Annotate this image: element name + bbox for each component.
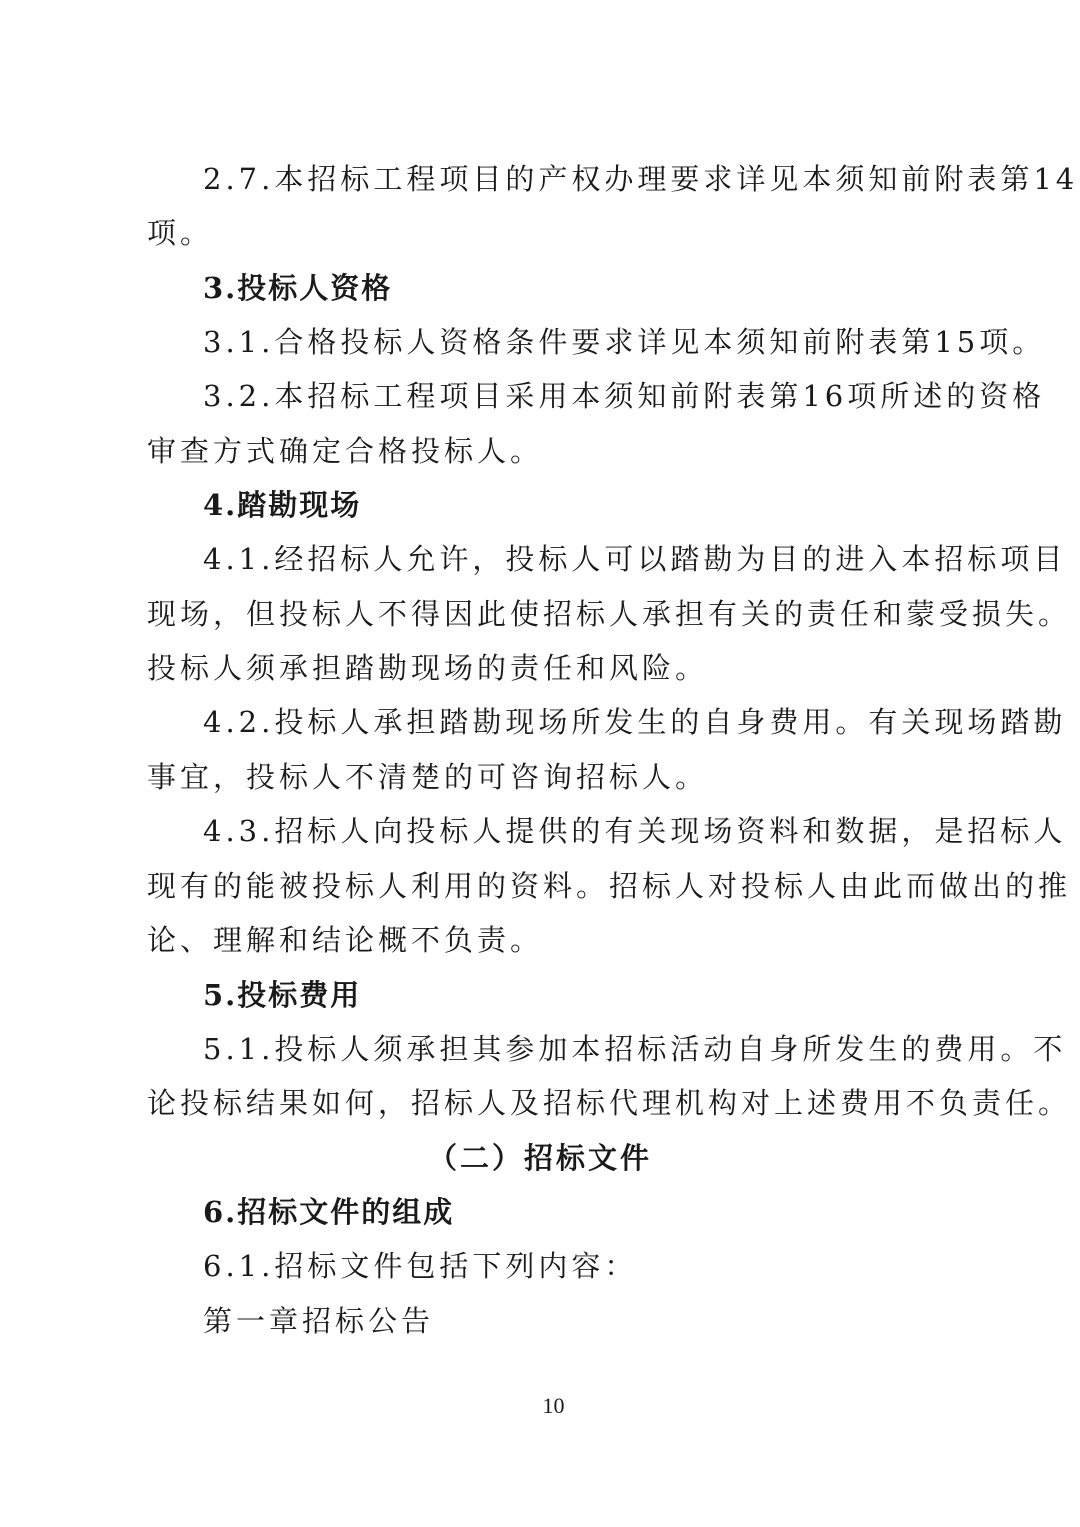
paragraph-5-1-line-1: 5.1.投标人须承担其参加本招标活动自身所发生的费用。不 — [203, 1032, 1067, 1066]
paragraph-3-2-line-1: 3.2.本招标工程项目采用本须知前附表第16项所述的资格 — [203, 379, 1046, 413]
paragraph-4-1-line-2: 现场，但投标人不得因此使招标人承担有关的责任和蒙受损失。 — [147, 597, 1072, 631]
paragraph-4-3-line-3: 论、理解和结论概不负责。 — [147, 923, 544, 957]
paragraph-3-2-line-2: 审查方式确定合格投标人。 — [147, 434, 544, 468]
chapter-list-item: 第一章招标公告 — [203, 1304, 435, 1338]
paragraph-5-1-line-2: 论投标结果如何，招标人及招标代理机构对上述费用不负责任。 — [147, 1086, 1072, 1120]
paragraph-4-3-line-1: 4.3.招标人向投标人提供的有关现场资料和数据，是招标人 — [203, 814, 1067, 848]
paragraph-4-1-line-1: 4.1.经招标人允许，投标人可以踏勘为目的进入本招标项目 — [203, 542, 1067, 576]
paragraph-4-1-line-3: 投标人须承担踏勘现场的责任和风险。 — [147, 651, 709, 685]
section-heading-5: 5.投标费用 — [203, 978, 362, 1012]
paragraph-4-3-line-2: 现有的能被投标人利用的资料。招标人对投标人由此而做出的推 — [147, 869, 1072, 903]
page-number: 10 — [542, 1393, 565, 1418]
paragraph-2-7-line-1: 2.7.本招标工程项目的产权办理要求详见本须知前附表第14 — [203, 162, 1079, 196]
paragraph-4-2-line-2: 事宜，投标人不清楚的可咨询招标人。 — [147, 760, 709, 794]
paragraph-2-7-line-2: 项。 — [147, 216, 214, 250]
section-heading-6: 6.招标文件的组成 — [203, 1195, 455, 1229]
paragraph-4-2-line-1: 4.2.投标人承担踏勘现场所发生的自身费用。有关现场踏勘 — [203, 705, 1067, 739]
section-heading-3: 3.投标人资格 — [203, 271, 393, 305]
part-heading: （二）招标文件 — [427, 1141, 652, 1175]
section-heading-4: 4.踏勘现场 — [203, 488, 362, 522]
paragraph-6-1-line-1: 6.1.招标文件包括下列内容： — [203, 1249, 638, 1283]
paragraph-3-1-line-1: 3.1.合格投标人资格条件要求详见本须知前附表第15项。 — [203, 325, 1046, 359]
